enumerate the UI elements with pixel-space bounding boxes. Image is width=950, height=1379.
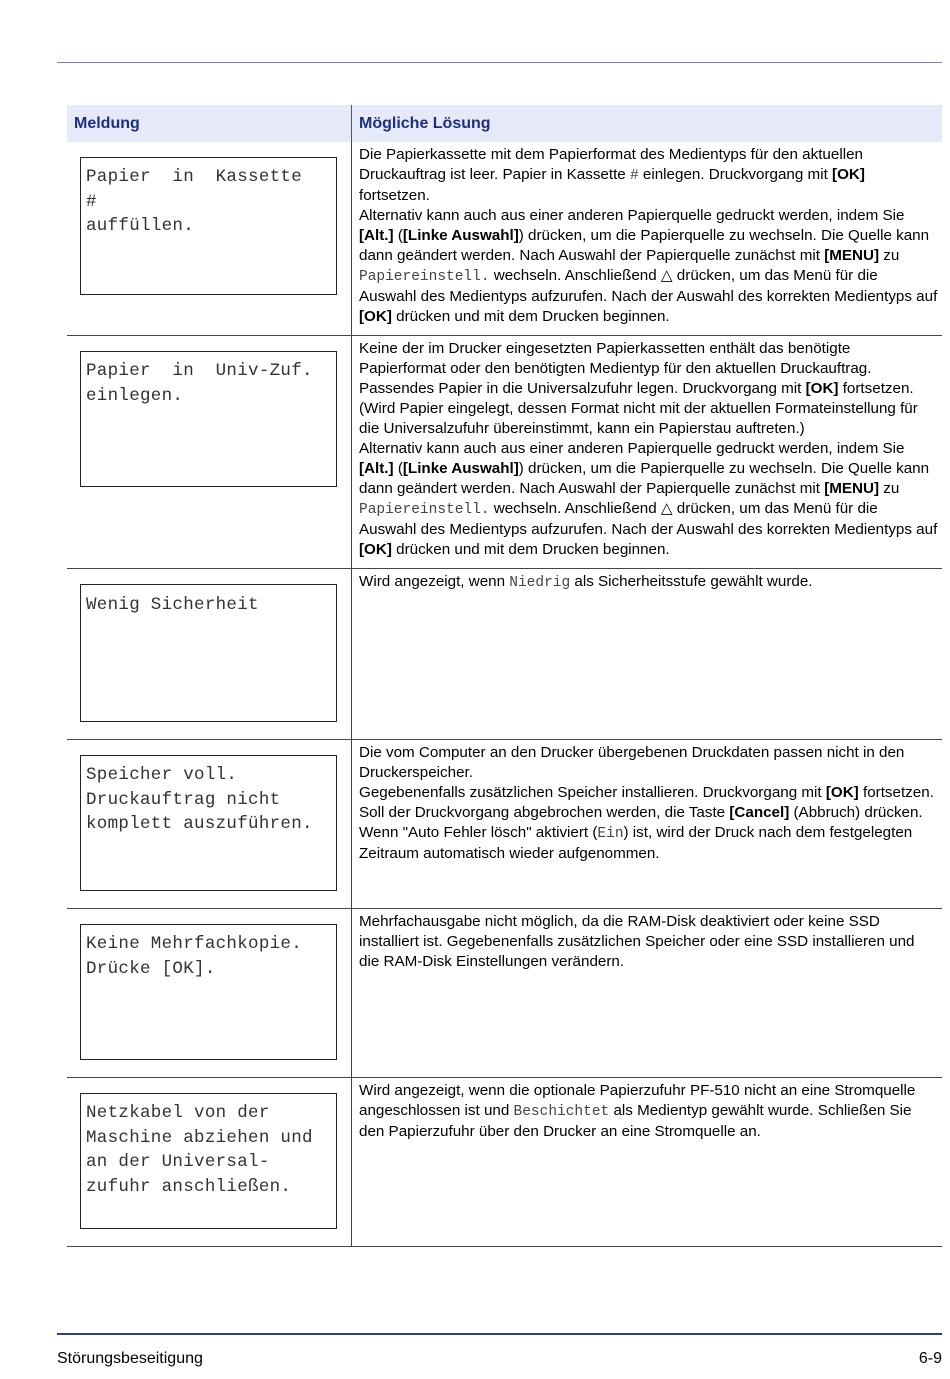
solution-cell <box>352 336 943 569</box>
table-row <box>67 909 942 1078</box>
solution-paragraph: Wird angezeigt, wenn die optionale Papierzufuhr PF-510 nicht an eine Stromquelle angeschlossen ist und Beschichtet als Medientyp gewählt wurde. Schließen Sie den Papierzufuhr über den Drucker an eine Stromquelle an. <box>359 1082 916 1140</box>
solution-cell <box>352 909 943 1078</box>
solution-cell <box>352 740 943 909</box>
solution-cell <box>352 1078 943 1247</box>
display-message-box: Papier in Kassette # auffüllen. <box>80 157 337 295</box>
solution-cell <box>352 142 943 336</box>
table-row <box>67 336 942 569</box>
solution-paragraph: Gegebenenfalls zusätzlichen Speicher installieren. Druckvorgang mit [OK] fortsetzen. Soll der Druckvorgang abgebrochen werden, die Taste [Cancel] (Abbruch) drücken. <box>359 784 934 821</box>
column-header-solution: Mögliche Lösung <box>352 105 943 142</box>
solution-paragraph: Wird angezeigt, wenn Niedrig als Sicherheitsstufe gewählt wurde. <box>359 573 813 591</box>
footer-rule <box>57 1333 942 1335</box>
table-row <box>67 1078 942 1247</box>
display-message-box: Keine Mehrfachkopie. Drücke [OK]. <box>80 924 337 1060</box>
solution-cell <box>352 569 943 740</box>
table-row <box>67 569 942 740</box>
solution-paragraph: Wenn "Auto Fehler lösch" aktiviert (Ein) ist, wird der Druck nach dem festgelegten Zeitraum automatisch wieder aufgenommen. <box>359 824 913 862</box>
display-message-box: Wenig Sicherheit <box>80 584 337 722</box>
solution-paragraph: Die vom Computer an den Drucker übergebenen Druckdaten passen nicht in den Druckerspeicher. <box>359 744 905 781</box>
solution-paragraph: Mehrfachausgabe nicht möglich, da die RAM-Disk deaktiviert oder keine SSD installiert ist. Gegebenenfalls zusätzlichen Speicher oder eine SSD installieren und die RAM-Disk Einstellungen verändern. <box>359 913 915 970</box>
table-row <box>67 142 942 336</box>
display-message-box: Papier in Univ-Zuf. einlegen. <box>80 351 337 487</box>
solution-paragraph: Die Papierkassette mit dem Papierformat des Medientyps für den aktuellen Druckauftrag ist leer. Papier in Kassette # einlegen. Druckvorgang mit [OK] fortsetzen. <box>359 146 865 204</box>
footer-section-title: Störungsbeseitigung <box>57 1350 203 1367</box>
display-message-box: Netzkabel von der Maschine abziehen und an der Universal- zufuhr anschließen. <box>80 1093 337 1229</box>
header-rule <box>57 62 942 63</box>
page-number: 6-9 <box>918 1350 942 1367</box>
display-message-box: Speicher voll. Druckauftrag nicht komplett auszuführen. <box>80 755 337 891</box>
table-row <box>67 740 942 909</box>
table-header-row <box>67 105 942 142</box>
column-header-message: Meldung <box>67 105 352 142</box>
message-table <box>67 105 942 1247</box>
solution-paragraph: Keine der im Drucker eingesetzten Papierkassetten enthält das benötigte Papierformat oder den benötigten Medientyp für den aktuellen Druckauftrag. Passendes Papier in die Universalzufuhr legen. Druckvorgang mit [OK] fortsetzen. (Wird Papier eingelegt, dessen Format nicht mit der aktuellen Formateinstellung für die Universalzufuhr übereinstimmt, kann ein Papierstau auftreten.) <box>359 340 918 437</box>
solution-paragraph: Alternativ kann auch aus einer anderen Papierquelle gedruckt werden, indem Sie [Alt.] ([Linke Auswahl]) drücken, um die Papierquelle zu wechseln. Die Quelle kann dann geändert werden. Nach Auswahl der Papierquelle zunächst mit [MENU] zu Papiereinstell. wechseln. Anschließend △ drücken, um das Menü für die Auswahl des Medientyps aufzurufen. Nach der Auswahl des korrekten Medientyps auf [OK] drücken und mit dem Drucken beginnen. <box>359 207 938 325</box>
solution-paragraph: Alternativ kann auch aus einer anderen Papierquelle gedruckt werden, indem Sie [Alt.] ([Linke Auswahl]) drücken, um die Papierquelle zu wechseln. Die Quelle kann dann geändert werden. Nach Auswahl der Papierquelle zunächst mit [MENU] zu Papiereinstell. wechseln. Anschließend △ drücken, um das Menü für die Auswahl des Medientyps aufzurufen. Nach der Auswahl des korrekten Medientyps auf [OK] drücken und mit dem Drucken beginnen. <box>359 440 938 558</box>
